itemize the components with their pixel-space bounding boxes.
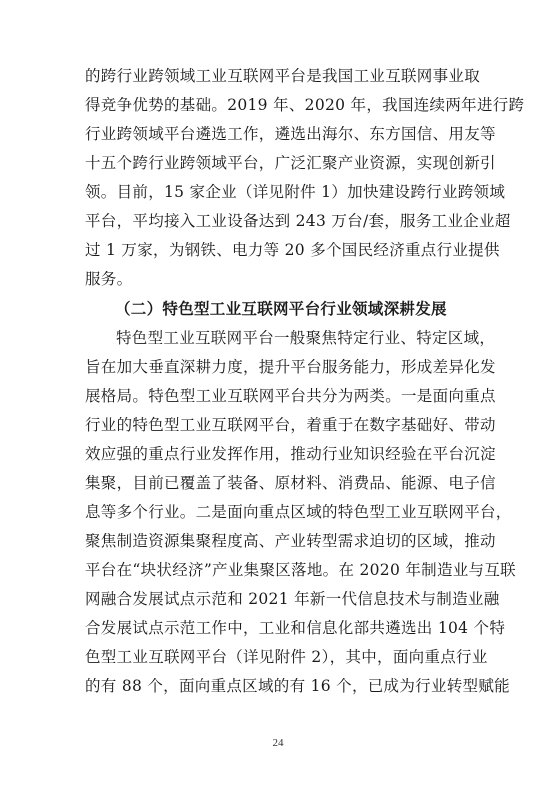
paragraph-1 <box>85 62 525 294</box>
paragraph-line: 集聚，目前已覆盖了装备、原材料、消费品、能源、电子信 <box>85 474 496 492</box>
paragraph-line: 旨在加大垂直深耕力度，提升平台服务能力，形成差异化发 <box>85 358 496 376</box>
paragraph-line: 的跨行业跨领域工业互联网平台是我国工业互联网事业取 <box>85 67 481 85</box>
paragraph-2 <box>85 324 516 701</box>
paragraph-line: 效应强的重点行业发挥作用，推动行业知识经验在平台沉淀 <box>85 445 496 463</box>
page-number: 24 <box>272 737 284 749</box>
paragraph-line: 平台在“块状经济”产业集聚区落地。在 2020 年制造业与互联 <box>85 561 516 579</box>
paragraph-line: 行业的特色型工业互联网平台，着重于在数字基础好、带动 <box>85 416 496 434</box>
paragraph-line: 过 1 万家，为钢铁、电力等 20 多个国民经济重点行业提供 <box>85 241 500 259</box>
section-heading: （二）特色型工业互联网平台行业领域深耕发展 <box>115 300 447 318</box>
paragraph-line: 得竞争优势的基础。2019 年、2020 年，我国连续两年进行跨 <box>85 96 525 114</box>
paragraph-line: 色型工业互联网平台（详见附件 2），其中，面向重点行业 <box>85 648 488 666</box>
page-body <box>85 62 525 701</box>
paragraph-line: 服务。 <box>85 270 133 288</box>
paragraph-line: 聚焦制造资源集聚程度高、产业转型需求迫切的区域，推动 <box>85 532 496 550</box>
paragraph-line: 十五个跨行业跨领域平台，广泛汇聚产业资源，实现创新引 <box>85 154 496 172</box>
paragraph-line: 特色型工业互联网平台一般聚焦特定行业、特定区域， <box>116 329 496 347</box>
paragraph-line: 平台，平均接入工业设备达到 243 万台/套，服务工业企业超 <box>85 212 511 230</box>
paragraph-line: 的有 88 个，面向重点区域的有 16 个，已成为行业转型赋能 <box>85 677 510 695</box>
paragraph-line: 行业跨领域平台遴选工作，遴选出海尔、东方国信、用友等 <box>85 125 496 143</box>
paragraph-line: 展格局。特色型工业互联网平台共分为两类。一是面向重点 <box>85 387 496 405</box>
paragraph-line: 合发展试点示范工作中，工业和信息化部共遴选出 104 个特 <box>85 619 506 637</box>
paragraph-line: 网融合发展试点示范和 2021 年新一代信息技术与制造业融 <box>85 590 500 608</box>
paragraph-line: 领。目前，15 家企业（详见附件 1）加快建设跨行业跨领域 <box>85 183 506 201</box>
paragraph-line: 息等多个行业。二是面向重点区域的特色型工业互联网平台， <box>85 503 512 521</box>
